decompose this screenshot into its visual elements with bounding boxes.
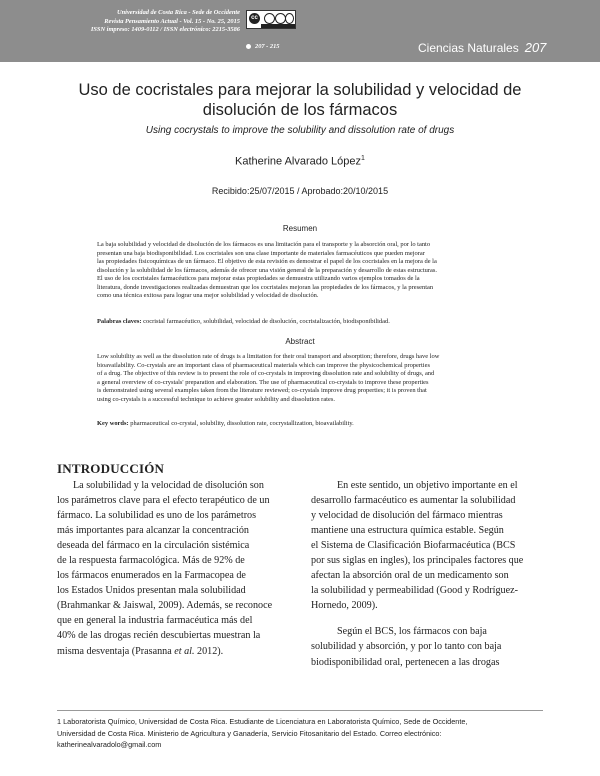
publisher-info xyxy=(44,9,240,35)
body-line: la solubilidad y permeabilidad (Good y Rodríguez- xyxy=(311,585,518,597)
key-words xyxy=(97,420,505,429)
body-line: En este sentido, un objetivo importante en el xyxy=(337,480,518,491)
section-label xyxy=(418,40,546,55)
right-column xyxy=(311,478,543,670)
article-dates: Recibido:25/07/2015 / Aprobado:20/10/2015 xyxy=(211,186,389,196)
badge-strip xyxy=(261,24,295,28)
body-line: los parámetros clave para el efecto terapéutico de un xyxy=(57,495,270,507)
footnote-line: katherinealvaradolo@gmail.com xyxy=(57,740,162,750)
section-heading: INTRODUCCIÓN xyxy=(57,461,165,476)
resumen-line: las propiedades fisicoquímicas de un fármaco. El objetivo de esta revisión es demostrar el papel de los cocristales en la mejora de la xyxy=(97,258,437,266)
abstract-heading: Abstract xyxy=(285,337,315,346)
footnote-line: 1 Laboratorista Químico, Universidad de Costa Rica. Estudiante de Licenciatura en Laboratorista Químico, Sede de Occidente, xyxy=(57,717,468,726)
body-line: que en general la industria farmacéutica más del xyxy=(57,615,253,627)
body-line xyxy=(57,644,289,659)
page-range-text: 207 - 215 xyxy=(255,43,280,50)
keywords-text: cocristal farmacéutico, solubilidad, velocidad de disolución, cocristalización, biodisponibilidad. xyxy=(141,318,390,325)
title-line: Uso de cocristales para mejorar la solubilidad y velocidad de xyxy=(78,81,522,99)
abstract-line: bioavailability. Co-crystals are an important class of pharmaceutical materials which can improve the physicochemical properties xyxy=(97,361,430,369)
abstract-line: of a drug. The objective of this review is to present the role of co-crystals in improving dissolution rate and solubility of drugs, and xyxy=(97,370,435,378)
keywords-text: pharmaceutical co-crystal, solubility, dissolution rate, cocrystallization, bioavailability. xyxy=(128,420,354,427)
by-icon xyxy=(264,13,275,24)
left-column xyxy=(57,478,289,659)
resumen-line: El uso de los cocristales farmacéuticos para mejorar estas propiedades se demuestra utilizando varios ejemplos tomados de la xyxy=(97,275,420,283)
page-number: 207 xyxy=(524,40,547,55)
body-line: y velocidad de disolución del fármaco mientras xyxy=(311,510,503,522)
body-text: misma desventaja (Prasanna xyxy=(57,645,175,657)
page-range xyxy=(246,43,280,50)
footnote-line: Universidad de Costa Rica. Ministerio de Agricultura y Ganadería, Servicio Fitosanitario del Estado. Correo electrónico: xyxy=(57,728,442,738)
publisher-line: ISSN impreso: 1409-0112 / ISSN electrónico: 2215-3586 xyxy=(90,26,240,34)
body-text: 2012). xyxy=(194,645,224,657)
body-line: Según el BCS, los fármacos con baja xyxy=(337,626,487,638)
section-name: Ciencias Naturales xyxy=(418,41,519,55)
sa-icon xyxy=(285,13,294,24)
body-line: mantiene una estructura química estable. Según xyxy=(311,525,504,537)
keywords-label: Palabras claves: xyxy=(97,318,142,325)
palabras-claves xyxy=(97,318,505,327)
abstract-line: a general overview of co-crystals' preparation and elaboration. The use of pharmaceutical co-crystals to improve these properties xyxy=(97,378,429,386)
body-line: (Brahmankar & Jaiswal, 2009). Además, se reconoce xyxy=(57,600,273,612)
bullet-icon xyxy=(246,44,251,49)
body-line: La solubilidad y la velocidad de disolución son xyxy=(73,480,264,491)
body-line: solubilidad y absorción, y por lo tanto con baja xyxy=(311,641,502,653)
author-text: Katherine Alvarado López xyxy=(235,155,362,168)
resumen-line: literatura, donde investigaciones realizadas demuestran que los cocristales mejoran las propiedades de los fármacos, y la presentan xyxy=(97,283,434,291)
journal-header-bar xyxy=(0,0,600,62)
title-line: disolución de los fármacos xyxy=(202,101,398,119)
publisher-line: Revista Pensamiento Actual - Vol. 15 - No. 25, 2015 xyxy=(104,17,240,25)
keywords-label: Key words: xyxy=(97,420,129,427)
body-line: Hornedo, 2009). xyxy=(311,600,378,612)
footnote-separator xyxy=(57,710,543,711)
publisher-line: Universidad de Costa Rica - Sede de Occidente xyxy=(117,9,240,16)
resumen-line: La baja solubilidad y velocidad de disolución de los fármacos es una limitación para el transporte y la absorción oral, por lo tanto xyxy=(97,241,431,248)
body-line: fármaco. La solubilidad es uno de los parámetros xyxy=(57,510,257,522)
creative-commons-badge-icon xyxy=(246,10,296,29)
body-line: afectan la absorción oral de un medicamento son xyxy=(311,570,509,582)
body-line: el Sistema de Clasificación Biofarmacéutica (BCS xyxy=(311,540,516,552)
body-line: por sus siglas en ingles), los principales factores que xyxy=(311,555,524,567)
body-line: 40% de las drogas recién descubiertas muestran la xyxy=(57,630,261,642)
author-name xyxy=(40,155,560,168)
body-line: más importantes para alcanzar la concentración xyxy=(57,525,249,537)
resumen-line: disolución y la solubilidad de los fármacos, además de ofrecer una visión general de la preparación y desarrollo de estas estructuras. xyxy=(97,266,437,274)
body-line: de la respuesta farmacológica. Más de 92% de xyxy=(57,555,245,567)
resumen-line: como una técnica exitosa para lograr una mejor solubilidad y velocidad de disolución. xyxy=(97,292,319,300)
body-line: desarrollo farmacéutico es aumentar la solubilidad xyxy=(311,495,516,507)
footnote xyxy=(57,716,545,751)
abstract-body xyxy=(97,353,505,404)
resumen-line: presentan una baja biodisponibilidad. Los cocristales son una clase importante de materiales farmacéuticos que pueden mejorar xyxy=(97,249,425,257)
body-text-italic: et al. xyxy=(174,645,195,657)
abstract-line: using co-crystals is a successful technique to achieve greater solubility and dissolution rates. xyxy=(97,395,335,403)
body-line: los fármacos enumerados en la Farmacopea de xyxy=(57,570,246,582)
body-line: los Estados Unidos presentan mala solubilidad xyxy=(57,585,246,597)
resumen-body xyxy=(97,241,505,301)
abstract-line: is demonstrated using several examples taken from the literature reviewed; co-crystals improve drug properties; it is proven that xyxy=(97,387,427,395)
body-line: biodisponibilidad oral, pertenecen a las drogas xyxy=(311,656,500,668)
abstract-line: Low solubility as well as the dissolution rate of drugs is a limitation for their oral transport and absorption; therefore, drugs have low xyxy=(97,353,440,360)
author-footnote-mark: 1 xyxy=(361,155,365,162)
article-title xyxy=(40,80,560,120)
body-line: deseada del fármaco en la circulación sistémica xyxy=(57,540,250,552)
article-subtitle: Using cocrystals to improve the solubility and dissolution rate of drugs xyxy=(145,125,455,136)
resumen-heading: Resumen xyxy=(282,224,318,233)
cc-logo: cc xyxy=(249,13,260,24)
